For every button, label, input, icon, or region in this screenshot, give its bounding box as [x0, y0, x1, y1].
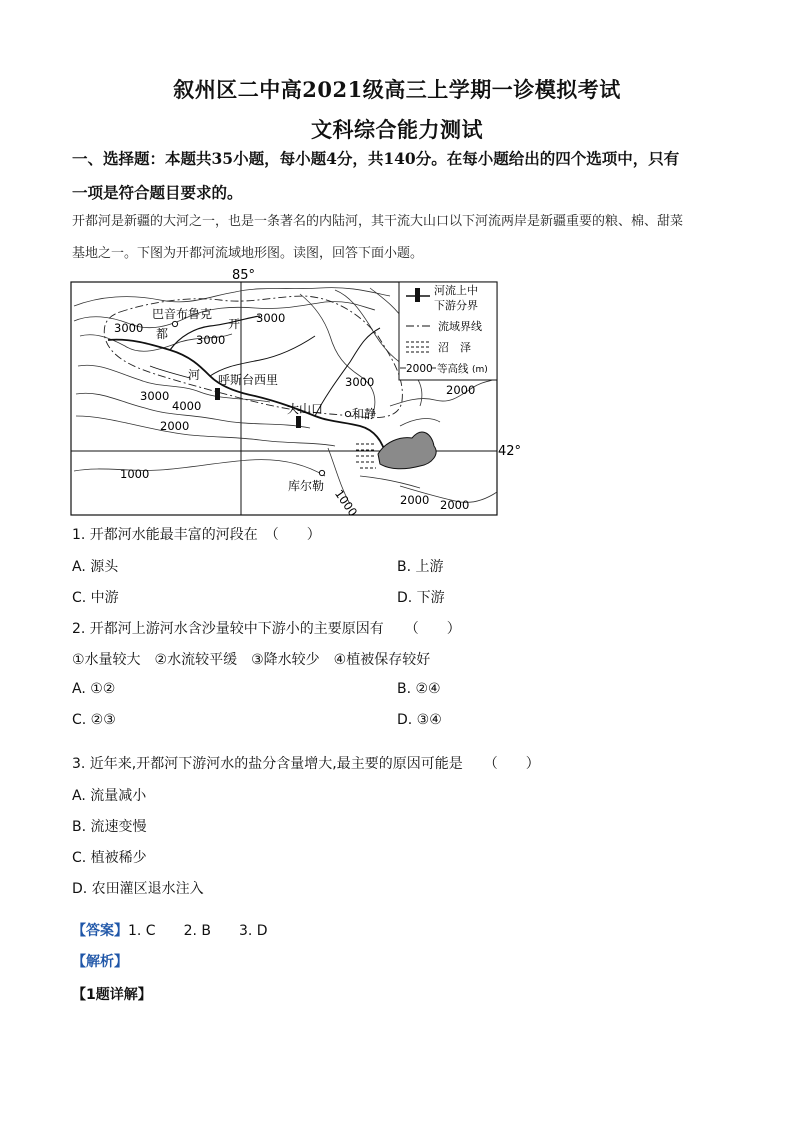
kuerle-point — [319, 470, 324, 475]
q2-option-b[interactable]: B. ②④ — [397, 681, 441, 697]
svg-text:3000: 3000 — [140, 389, 170, 403]
river-char-kai: 开 — [228, 317, 241, 331]
question-3-stem: 3. 近年来,开都河下游河水的盐分含量增大,最主要的原因可能是 （ ） — [72, 756, 540, 772]
lon-label: 85° — [232, 268, 256, 283]
lat-label: 42° — [498, 444, 522, 459]
place-huositaixili: 呼斯台西里 — [218, 373, 279, 387]
question-2-stem: 2. 开都河上游河水含沙量较中下游小的主要原因有 （ ） — [72, 621, 461, 637]
middle-lower-boundary-marker — [296, 416, 301, 428]
bayinbuluke-point — [172, 321, 177, 326]
detail-tag: 【1题详解】 — [72, 987, 152, 1003]
upper-middle-boundary-marker — [215, 388, 220, 400]
legend-contour-value: 2000 — [406, 363, 433, 375]
svg-text:1000: 1000 — [120, 467, 150, 481]
exam-title: 叙州区二中高2021级高三上学期一诊模拟考试 — [173, 77, 621, 102]
exam-subtitle: 文科综合能力测试 — [311, 117, 483, 142]
q2-option-a[interactable]: A. ①② — [72, 681, 116, 697]
q1-option-a[interactable]: A. 源头 — [72, 559, 119, 575]
analysis-tag: 【解析】 — [72, 954, 128, 970]
legend-boundary-line2: 下游分界 — [434, 299, 478, 312]
legend-basin: 流域界线 — [438, 320, 482, 333]
q1-option-b[interactable]: B. 上游 — [397, 559, 444, 575]
section-header-line1: 一、选择题：本题共35小题，每小题4分，共140分。在每小题给出的四个选项中，只有 — [72, 149, 680, 168]
svg-text:3000: 3000 — [196, 333, 226, 347]
place-dashankou: 大山口 — [287, 402, 324, 416]
legend-boundary-line1: 河流上中 — [434, 284, 478, 297]
question-2-items: ①水量较大 ②水流较平缓 ③降水较少 ④植被保存较好 — [72, 652, 431, 668]
river-char-he: 河 — [188, 368, 201, 382]
place-kuerle: 库尔勒 — [288, 479, 325, 493]
svg-text:1000: 1000 — [331, 486, 361, 519]
q3-option-b[interactable]: B. 流速变慢 — [72, 819, 147, 835]
q1-option-d[interactable]: D. 下游 — [397, 590, 445, 606]
svg-text:3000: 3000 — [256, 311, 286, 325]
place-bayinbuluke: 巴音布鲁克 — [152, 307, 213, 321]
answer-tag: 【答案】 — [72, 923, 128, 939]
q3-option-c[interactable]: C. 植被稀少 — [72, 850, 147, 866]
answer-block — [72, 920, 268, 940]
svg-text:2000: 2000 — [440, 498, 470, 512]
intro-line2: 基地之一。下图为开都河流域地形图。读图，回答下面小题。 — [72, 246, 424, 261]
legend-contour-unit: (m) — [472, 365, 488, 375]
map-legend — [399, 282, 497, 380]
river-char-du: 都 — [156, 327, 169, 341]
svg-text:2000: 2000 — [446, 383, 476, 397]
svg-text:3000: 3000 — [114, 321, 144, 335]
svg-text:3000: 3000 — [345, 375, 375, 389]
q2-option-d[interactable]: D. ③④ — [397, 712, 442, 728]
q3-option-d[interactable]: D. 农田灌区退水注入 — [72, 881, 204, 897]
svg-text:2000: 2000 — [160, 419, 190, 433]
q1-option-c[interactable]: C. 中游 — [72, 590, 119, 606]
answer-text: 1. C 2. B 3. D — [128, 923, 268, 939]
svg-text:2000: 2000 — [400, 493, 430, 507]
legend-swamp: 沼 泽 — [438, 341, 471, 354]
question-1-stem: 1. 开都河水能最丰富的河段在 （ ） — [72, 527, 321, 543]
q2-option-c[interactable]: C. ②③ — [72, 712, 116, 728]
kaidu-river-basin-map — [60, 266, 530, 521]
intro-line1: 开都河是新疆的大河之一，也是一条著名的内陆河，其干流大山口以下河流两岸是新疆重要的粮、棉、甜菜 — [72, 214, 684, 229]
q3-option-a[interactable]: A. 流量减小 — [72, 788, 147, 804]
legend-contour-label: 等高线 — [437, 363, 469, 375]
svg-text:4000: 4000 — [172, 399, 202, 413]
hejing-point — [345, 411, 350, 416]
section-header-line2: 一项是符合题目要求的。 — [72, 183, 243, 202]
place-hejing: 和静 — [352, 407, 377, 421]
